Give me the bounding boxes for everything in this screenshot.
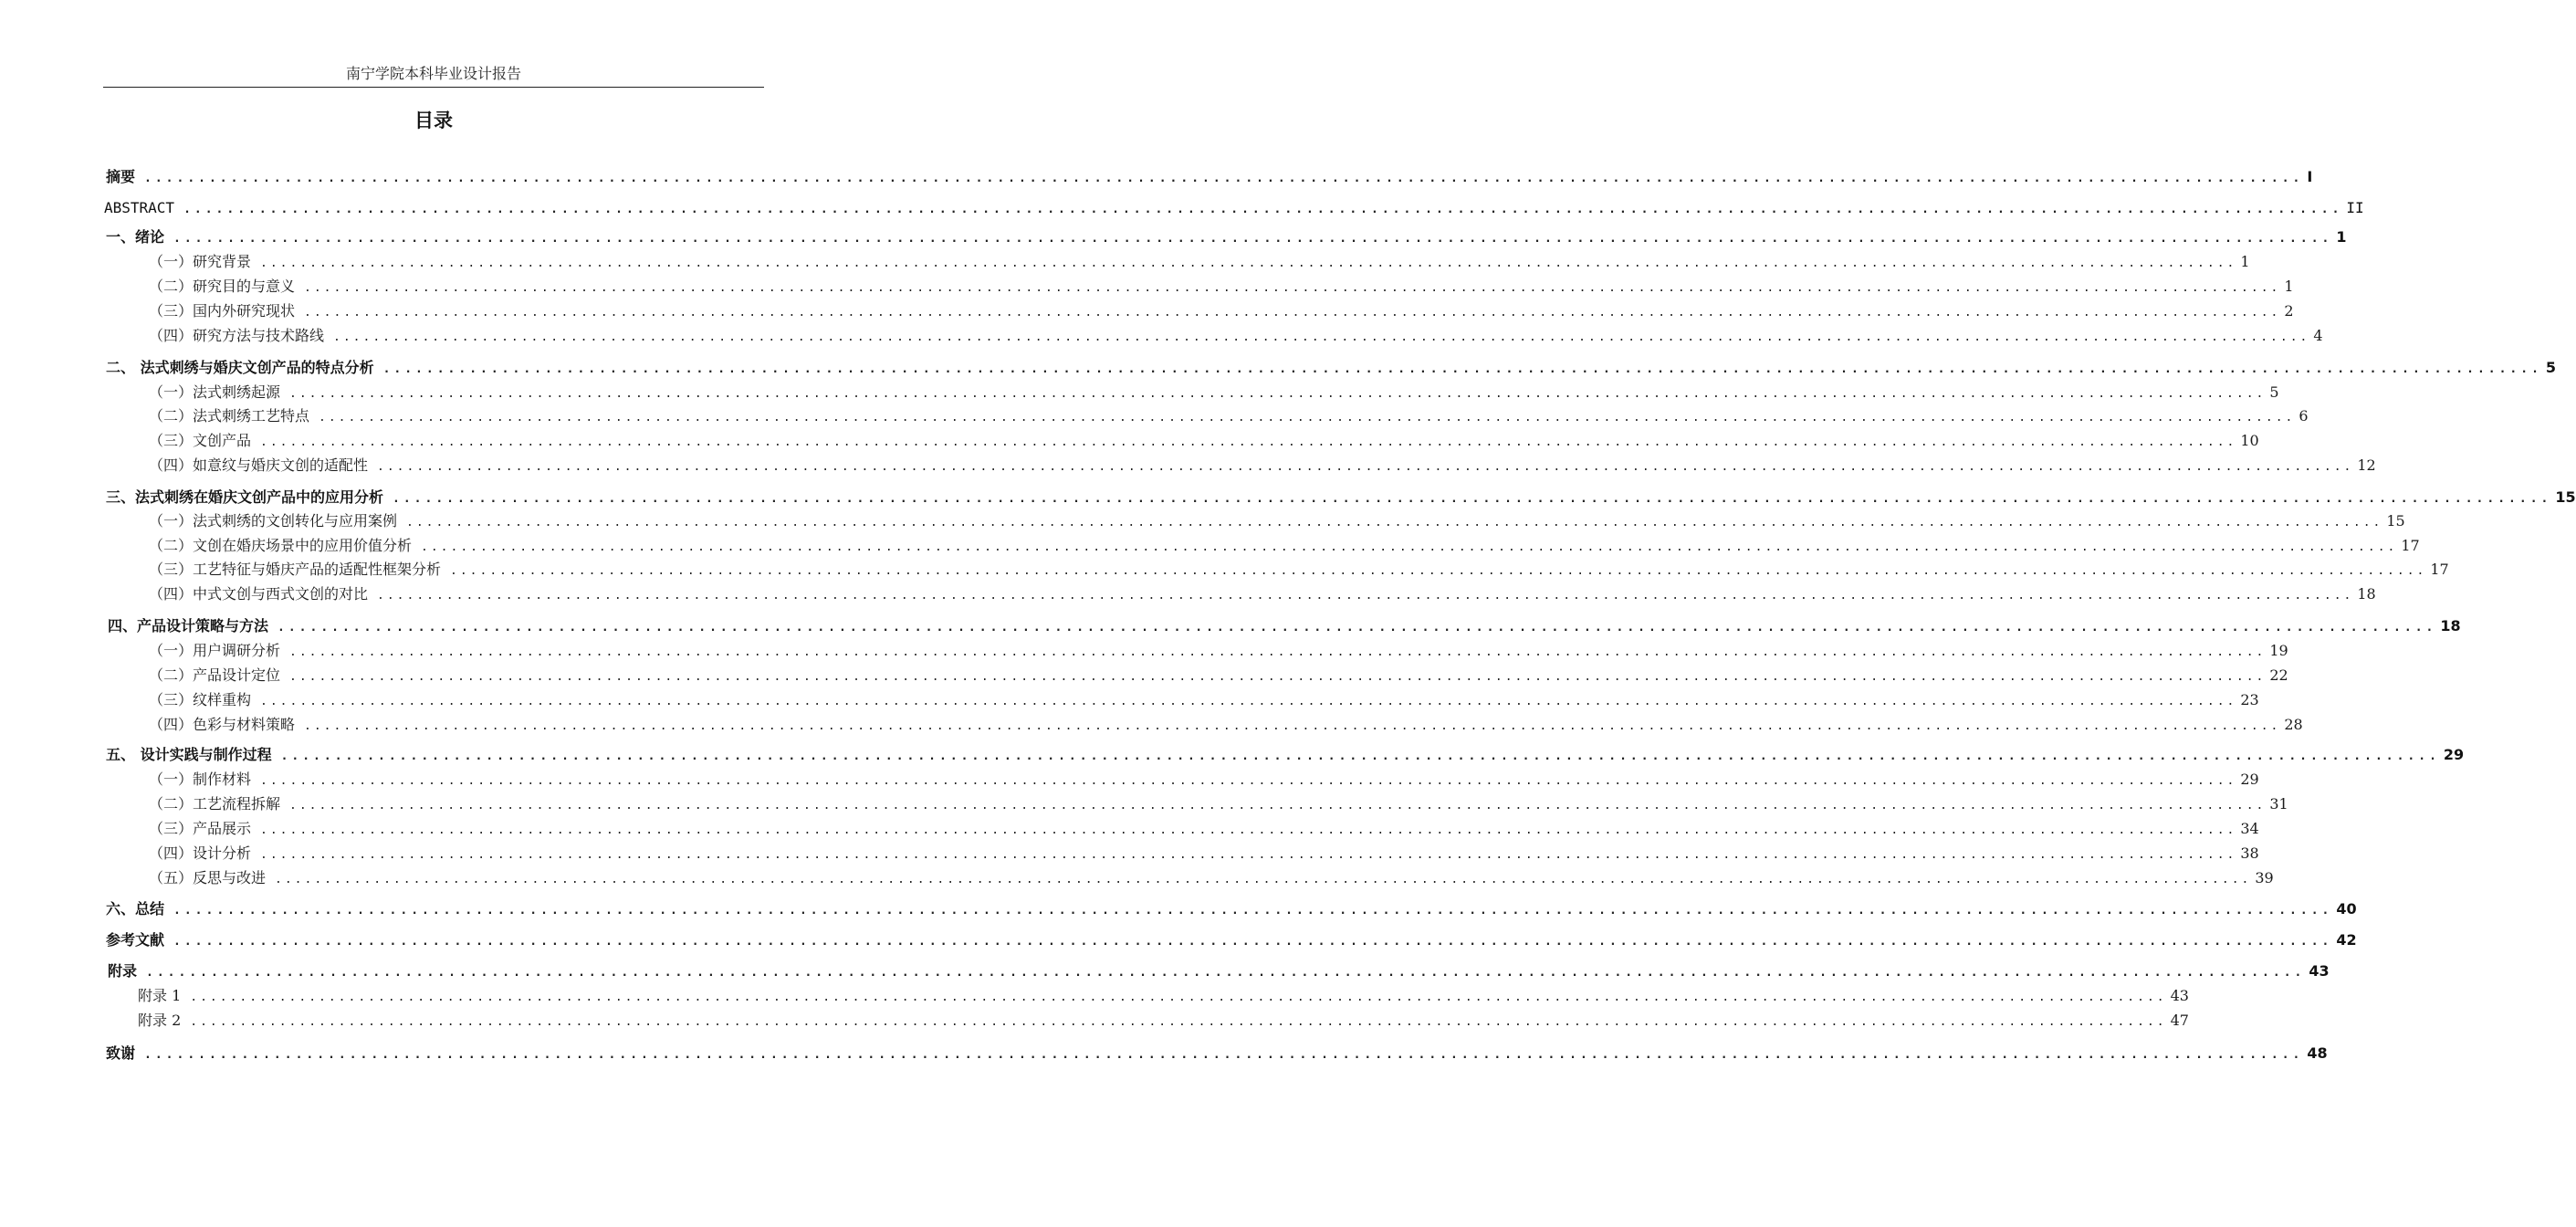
- toc-entry-page: 43: [2309, 962, 2330, 980]
- toc-dot-leader: ........................................................................................................................................................................................................: [280, 750, 2440, 763]
- toc-dot-leader: ........................................................................................................................................................................................................: [450, 564, 2427, 578]
- toc-dot-leader: ........................................................................................................................................................................................................: [146, 966, 2306, 980]
- toc-entry-label: （一）制作材料: [149, 771, 252, 788]
- toc-dot-leader: ........................................................................................................................................................................................................: [173, 904, 2333, 918]
- toc-entry-page: 19: [2269, 642, 2288, 659]
- toc-dot-leader: ........................................................................................................................................................................................................: [333, 330, 2310, 344]
- page-header: 南宁学院本科毕业设计报告: [103, 62, 764, 88]
- toc-entry-section-4-4[interactable]: [149, 714, 2303, 736]
- toc-entry-page: 17: [2430, 561, 2449, 578]
- toc-entry-label: （四）设计分析: [149, 844, 252, 862]
- toc-entry-label: （四）色彩与材料策略: [149, 716, 296, 733]
- toc-dot-leader: ........................................................................................................................................................................................................: [304, 306, 2281, 320]
- toc-entry-page: 29: [2240, 771, 2259, 788]
- toc-entry-page: 4: [2313, 327, 2323, 344]
- toc-entry-section-3-2[interactable]: [149, 535, 2420, 557]
- toc-entry-chapter-6[interactable]: [106, 898, 2357, 920]
- toc-entry-page: I: [2307, 168, 2313, 185]
- toc-dot-leader: ........................................................................................................................................................................................................: [277, 621, 2437, 634]
- toc-dot-leader: ........................................................................................................................................................................................................: [319, 411, 2296, 425]
- toc-entry-page: 1: [2240, 253, 2250, 270]
- toc-entry-label: 附录 2: [138, 1012, 182, 1029]
- toc-title: 目录: [414, 110, 453, 131]
- toc-dot-leader: ........................................................................................................................................................................................................: [406, 516, 2383, 530]
- toc-dot-leader: ........................................................................................................................................................................................................: [393, 492, 2552, 506]
- toc-entry-appendix-1[interactable]: [138, 985, 2189, 1007]
- toc-entry-appendix-2[interactable]: [138, 1010, 2189, 1032]
- toc-entry-label: （一）法式刺绣的文创转化与应用案例: [149, 512, 398, 530]
- toc-entry-section-4-3[interactable]: [149, 689, 2259, 711]
- toc-entry-page: 31: [2269, 795, 2288, 813]
- toc-entry-page: 5: [2269, 383, 2279, 401]
- toc-dot-leader: ........................................................................................................................................................................................................: [289, 670, 2267, 684]
- toc-entry-page: 12: [2357, 456, 2376, 474]
- toc-entry-chapter-1[interactable]: [106, 226, 2347, 248]
- toc-dot-leader: ........................................................................................................................................................................................................: [260, 435, 2237, 449]
- toc-entry-page: 38: [2240, 844, 2259, 862]
- toc-entry-section-4-1[interactable]: [149, 640, 2288, 662]
- toc-entry-references[interactable]: [106, 929, 2357, 951]
- toc-entry-section-1-1[interactable]: [149, 251, 2250, 273]
- toc-entry-appendix[interactable]: [108, 960, 2330, 982]
- toc-entry-page: 18: [2357, 585, 2376, 603]
- toc-entry-section-1-3[interactable]: [149, 300, 2294, 322]
- toc-entry-label: （三）国内外研究现状: [149, 302, 296, 320]
- toc-entry-label: （四）研究方法与技术路线: [149, 327, 325, 344]
- toc-entry-label: （一）用户调研分析: [149, 642, 281, 659]
- toc-entry-label: （二）文创在婚庆场景中的应用价值分析: [149, 537, 413, 554]
- toc-dot-leader: ........................................................................................................................................................................................................: [260, 257, 2237, 270]
- toc-entry-page: 10: [2240, 432, 2259, 449]
- toc-entry-label: 附录 1: [138, 987, 182, 1004]
- toc-entry-page: 29: [2443, 746, 2465, 763]
- toc-entry-section-1-4[interactable]: [149, 325, 2323, 347]
- toc-dot-leader: ........................................................................................................................................................................................................: [190, 1015, 2167, 1029]
- toc-dot-leader: ........................................................................................................................................................................................................: [382, 362, 2542, 376]
- toc-entry-label: 六、总结: [106, 900, 165, 918]
- toc-entry-label: （二）工艺流程拆解: [149, 795, 281, 813]
- toc-entry-page: 15: [2555, 488, 2576, 506]
- toc-entry-page: 40: [2336, 900, 2357, 918]
- toc-dot-leader: ........................................................................................................................................................................................................: [304, 719, 2281, 733]
- toc-entry-label: 四、产品设计策略与方法: [108, 617, 269, 634]
- toc-entry-section-2-4[interactable]: [149, 455, 2376, 477]
- toc-entry-chapter-2[interactable]: [106, 357, 2557, 379]
- toc-dot-leader: ........................................................................................................................................................................................................: [260, 695, 2237, 708]
- toc-entry-abstract-cn[interactable]: [106, 166, 2313, 188]
- toc-entry-section-3-1[interactable]: [149, 510, 2405, 532]
- toc-entry-page: 2: [2284, 302, 2294, 320]
- toc-entry-page: 23: [2240, 691, 2259, 708]
- toc-entry-page: 43: [2170, 987, 2189, 1004]
- toc-entry-label: （二）法式刺绣工艺特点: [149, 407, 310, 425]
- toc-entry-label: （二）产品设计定位: [149, 666, 281, 684]
- toc-dot-leader: ........................................................................................................................................................................................................: [377, 589, 2354, 603]
- toc-entry-chapter-3[interactable]: [106, 487, 2576, 509]
- toc-entry-label: （三）纹样重构: [149, 691, 252, 708]
- toc-entry-section-3-3[interactable]: [149, 559, 2449, 581]
- toc-entry-label: （四）中式文创与西式文创的对比: [149, 585, 369, 603]
- toc-entry-label: 附录: [108, 962, 138, 980]
- toc-entry-abstract-en[interactable]: [104, 197, 2364, 219]
- toc-entry-label: （五）反思与改进: [149, 869, 267, 886]
- toc-dot-leader: ........................................................................................................................................................................................................: [289, 799, 2267, 813]
- toc-entry-label: （一）研究背景: [149, 253, 252, 270]
- toc-entry-label: 三、法式刺绣在婚庆文创产品中的应用分析: [106, 488, 384, 506]
- toc-dot-leader: ........................................................................................................................................................................................................: [289, 387, 2267, 401]
- toc-entry-section-1-2[interactable]: [149, 276, 2294, 298]
- toc-entry-chapter-4[interactable]: [108, 615, 2461, 637]
- toc-entry-label: 一、绪论: [106, 228, 165, 246]
- toc-dot-leader: ........................................................................................................................................................................................................: [260, 774, 2237, 788]
- toc-entry-page: 1: [2284, 278, 2294, 295]
- toc-entry-label: 二、 法式刺绣与婚庆文创产品的特点分析: [106, 359, 374, 376]
- toc-entry-section-5-1[interactable]: [149, 769, 2259, 791]
- toc-entry-acknowledgements[interactable]: [106, 1043, 2328, 1064]
- toc-entry-page: 6: [2299, 407, 2309, 425]
- toc-entry-label: （一）法式刺绣起源: [149, 383, 281, 401]
- toc-dot-leader: ........................................................................................................................................................................................................: [377, 460, 2354, 474]
- toc-entry-label: 摘要: [106, 168, 136, 185]
- toc-entry-page: 48: [2307, 1044, 2328, 1062]
- toc-entry-page: 1: [2336, 228, 2347, 246]
- toc-entry-section-2-2[interactable]: [149, 405, 2309, 427]
- toc-dot-leader: ........................................................................................................................................................................................................: [183, 203, 2343, 216]
- toc-dot-leader: ........................................................................................................................................................................................................: [144, 1048, 2304, 1062]
- toc-entry-label: 参考文献: [106, 931, 165, 949]
- toc-entry-label: （二）研究目的与意义: [149, 278, 296, 295]
- toc-dot-leader: ........................................................................................................................................................................................................: [260, 848, 2237, 862]
- toc-entry-label: ABSTRACT: [104, 199, 175, 216]
- toc-entry-page: 39: [2255, 869, 2274, 886]
- toc-entry-label: （四）如意纹与婚庆文创的适配性: [149, 456, 369, 474]
- toc-dot-leader: ........................................................................................................................................................................................................: [173, 935, 2333, 949]
- toc-entry-section-3-4[interactable]: [149, 583, 2376, 605]
- toc-entry-page: II: [2346, 199, 2364, 216]
- toc-entry-page: 5: [2545, 359, 2557, 376]
- toc-entry-label: （三）文创产品: [149, 432, 252, 449]
- toc-entry-page: 28: [2284, 716, 2303, 733]
- toc-entry-page: 42: [2336, 931, 2357, 949]
- toc-entry-section-5-5[interactable]: [149, 867, 2274, 889]
- toc-entry-label: （三）工艺特征与婚庆产品的适配性框架分析: [149, 561, 442, 578]
- toc-dot-leader: ........................................................................................................................................................................................................: [173, 232, 2333, 246]
- toc-entry-page: 34: [2240, 820, 2259, 837]
- toc-entry-section-2-3[interactable]: [149, 430, 2259, 452]
- toc-entry-section-4-2[interactable]: [149, 665, 2288, 687]
- toc-entry-page: 18: [2440, 617, 2461, 634]
- toc-entry-page: 15: [2386, 512, 2405, 530]
- toc-entry-section-5-3[interactable]: [149, 818, 2259, 840]
- toc-entry-section-5-2[interactable]: [149, 793, 2288, 815]
- toc-entry-page: 22: [2269, 666, 2288, 684]
- toc-dot-leader: ........................................................................................................................................................................................................: [144, 172, 2304, 185]
- toc-entry-chapter-5[interactable]: [106, 744, 2465, 766]
- toc-entry-label: 五、 设计实践与制作过程: [106, 746, 272, 763]
- toc-dot-leader: ........................................................................................................................................................................................................: [304, 281, 2281, 295]
- toc-entry-page: 17: [2401, 537, 2420, 554]
- toc-entry-section-5-4[interactable]: [149, 843, 2259, 865]
- toc-dot-leader: ........................................................................................................................................................................................................: [260, 823, 2237, 837]
- toc-dot-leader: ........................................................................................................................................................................................................: [289, 645, 2267, 659]
- toc-dot-leader: ........................................................................................................................................................................................................: [421, 540, 2398, 554]
- toc-entry-section-2-1[interactable]: [149, 382, 2279, 404]
- toc-entry-label: 致谢: [106, 1044, 136, 1062]
- toc-entry-label: （三）产品展示: [149, 820, 252, 837]
- toc-entry-page: 47: [2170, 1012, 2189, 1029]
- toc-dot-leader: ........................................................................................................................................................................................................: [190, 991, 2167, 1004]
- toc-dot-leader: ........................................................................................................................................................................................................: [275, 873, 2252, 886]
